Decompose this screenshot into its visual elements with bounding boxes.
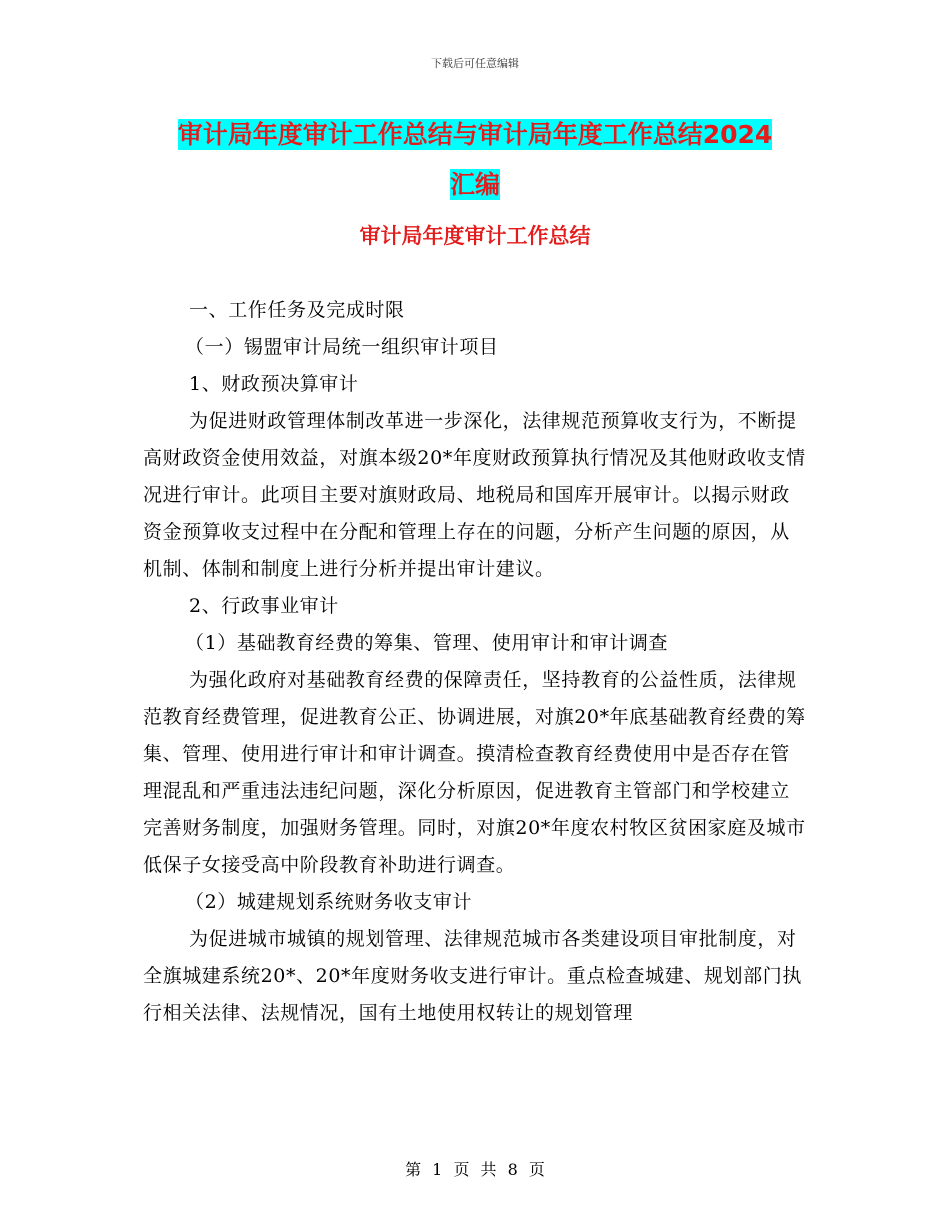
title-line-2: 汇编	[449, 170, 500, 199]
body-heading: 1、财政预决算审计	[189, 373, 359, 395]
body-subheading: （1）基础教育经费的筹集、管理、使用审计和审计调查	[185, 632, 669, 654]
title-line-1: 审计局年度审计工作总结与审计局年度工作总结2024	[177, 120, 773, 149]
body-paragraph: 为促进财政管理体制改革进一步深化，法律规范预算收支行为，不断提高财政资金使用效益，对旗本级20*年度财政预算执行情况及其他财政收支情况进行审计。此项目主要对旗财政局、地税局和国库开展审计。以揭示财政资金预算收支过程中在分配和管理上存在的问题，分析产生问题的原因，从机制、体制和制度上进行分析并提出审计建议。	[143, 410, 806, 580]
body-subheading: （一）锡盟审计局统一组织审计项目	[185, 336, 499, 358]
document-title	[140, 110, 810, 210]
section-title: 审计局年度审计工作总结	[359, 224, 591, 248]
document-body	[143, 292, 809, 1032]
page-number: 第 1 页 共 8 页	[405, 1160, 545, 1179]
body-paragraph: 为强化政府对基础教育经费的保障责任，坚持教育的公益性质，法律规范教育经费管理，促进教育公正、协调进展，对旗20*年底基础教育经费的筹集、管理、使用进行审计和审计调查。摸清检查教育经费使用中是否存在管理混乱和严重违法违纪问题，深化分析原因，促进教育主管部门和学校建立完善财务制度，加强财务管理。同时，对旗20*年度农村牧区贫困家庭及城市低保子女接受高中阶段教育补助进行调查。	[143, 669, 806, 876]
body-paragraph: 为促进城市城镇的规划管理、法律规范城市各类建设项目审批制度，对全旗城建系统20*、20*年度财务收支进行审计。重点检查城建、规划部门执行相关法律、法规情况，国有土地使用权转让的规划管理	[143, 928, 802, 1024]
header-note: 下载后可任意编辑	[431, 57, 519, 70]
body-subheading: （2）城建规划系统财务收支审计	[185, 891, 473, 913]
body-heading: 一、工作任务及完成时限	[189, 299, 405, 321]
body-heading: 2、行政事业审计	[189, 595, 339, 617]
